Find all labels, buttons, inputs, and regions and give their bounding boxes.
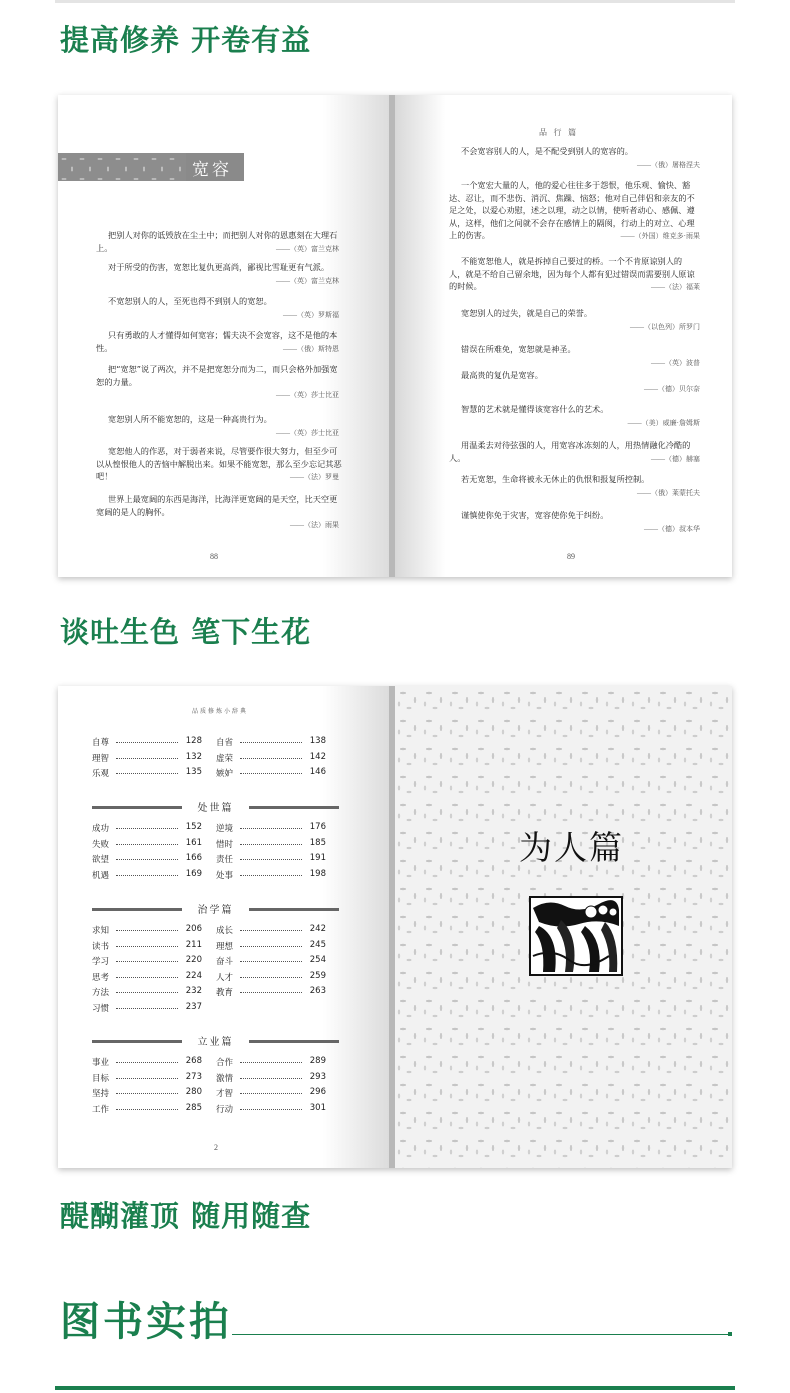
toc-leader — [116, 1008, 178, 1009]
section-title: 立业篇 — [197, 1037, 234, 1048]
toc-entry — [92, 940, 202, 952]
quote-author: ——（德）赫塞 — [651, 454, 700, 463]
toc-label: 坚持 — [92, 1089, 110, 1099]
quote-author: ——（美）威廉·詹姆斯 — [627, 418, 700, 427]
toc-leader — [116, 828, 178, 829]
toc-label: 合作 — [216, 1058, 234, 1068]
toc-page: 301 — [309, 1102, 326, 1113]
page-number: 2 — [214, 1143, 218, 1152]
toc-label: 教育 — [216, 988, 234, 998]
toc-entry — [92, 1072, 202, 1084]
toc-page: 146 — [309, 767, 326, 777]
toc-entry — [92, 736, 202, 748]
toc-page: 224 — [185, 970, 202, 981]
toc-entry — [216, 971, 326, 983]
section-heading-3: 醍醐灌顶 随用随查 — [60, 1199, 312, 1233]
toc-leader — [116, 946, 178, 947]
quote-text: 世界上最宽阔的东西是海洋，比海洋更宽阔的是天空，比天空更宽阔的是人的胸怀。 — [96, 494, 338, 517]
toc-leader — [240, 742, 302, 743]
toc-page: 259 — [309, 970, 326, 981]
toc-entry — [92, 853, 202, 865]
toc-page — [58, 686, 389, 1168]
quote-author: ——（法）罗曼 — [290, 473, 339, 481]
quote-text: 对于所受的伤害，宽恕比复仇更高尚，鄙视比雪耻更有气派。 — [108, 262, 330, 272]
quote-author: ——（外国）维克多·雨果 — [620, 232, 700, 240]
quote-author: ——（法）雨果 — [290, 521, 339, 529]
toc-label: 读书 — [92, 941, 110, 952]
quote-text: 谨慎使你免于灾害，宽容使你免于纠纷。 — [461, 510, 609, 520]
toc-entry — [216, 838, 326, 850]
toc-leader — [240, 773, 302, 774]
toc-page: 152 — [185, 822, 202, 832]
toc-page: 242 — [309, 924, 326, 934]
toc-label: 责任 — [216, 855, 234, 865]
toc-page: 293 — [309, 1071, 326, 1082]
toc-leader — [116, 742, 178, 743]
toc-entry — [92, 986, 202, 998]
toc-label: 行动 — [216, 1104, 234, 1115]
toc-page: 128 — [185, 736, 202, 746]
leaf-pattern-page — [395, 686, 732, 1168]
quote-author: ——（英）富兰克林 — [276, 276, 339, 285]
toc-entry — [216, 1056, 326, 1068]
toc-page: 166 — [185, 853, 202, 863]
toc-page: 176 — [309, 822, 326, 832]
book-spread-1 — [58, 95, 732, 577]
toc-leader — [240, 1093, 302, 1094]
toc-label: 成长 — [216, 926, 234, 936]
quote-author: ——（德）叔本华 — [644, 524, 700, 533]
toc-entry — [216, 1103, 326, 1115]
quote-author: ——（德）贝尔奈 — [644, 384, 700, 393]
toc-page: 198 — [309, 868, 326, 879]
bottom-divider — [55, 1386, 735, 1390]
quote-author: ——（法）福莱 — [651, 283, 700, 291]
toc-leader — [116, 758, 178, 759]
quote-text: 不能宽恕他人，就是拆掉自己要过的桥。一个不肯原谅别人的人，就是不给自己留余地，因为每个人都有犯过错误而需要别人原谅的时候。 — [449, 256, 695, 291]
toc-label: 目标 — [92, 1073, 110, 1084]
toc-page: 132 — [185, 751, 202, 762]
toc-label: 理智 — [92, 753, 110, 764]
quote-author: ——（俄）斯特恩 — [283, 344, 339, 353]
toc-leader — [240, 875, 302, 876]
book-spread-2 — [58, 686, 732, 1168]
toc-entry — [92, 822, 202, 834]
photo-section-title: 图书实拍 — [60, 1298, 232, 1345]
toc-leader — [116, 977, 178, 978]
section-heading-1: 提高修养 开卷有益 — [60, 23, 312, 57]
toc-leader — [240, 946, 302, 947]
toc-label: 虚荣 — [216, 753, 234, 764]
toc-leader — [240, 930, 302, 931]
section-header — [92, 1034, 339, 1048]
toc-label: 逆境 — [216, 824, 234, 834]
toc-page: 220 — [185, 955, 202, 965]
toc-label: 才智 — [216, 1089, 234, 1099]
quote-author: ——（英）莎士比亚 — [276, 428, 339, 437]
quote-author: ——（以色列）所罗门 — [630, 322, 700, 331]
toc-leader — [116, 1093, 178, 1094]
toc-label: 人才 — [216, 972, 234, 983]
toc-label: 成功 — [92, 824, 110, 834]
page-number: 88 — [210, 552, 218, 561]
toc-label: 习惯 — [92, 1003, 110, 1014]
toc-page: 161 — [185, 837, 202, 848]
toc-entry — [92, 971, 202, 983]
section-heading-2: 谈吐生色 笔下生花 — [60, 615, 312, 649]
toc-page: 289 — [309, 1056, 326, 1066]
quote-text: 不会宽容别人的人，是不配受到别人的宽容的。 — [461, 146, 633, 156]
toc-entry — [216, 924, 326, 936]
toc-leader — [240, 1062, 302, 1063]
toc-label: 机遇 — [92, 870, 110, 881]
toc-entry — [216, 986, 326, 998]
toc-entry — [92, 1056, 202, 1068]
toc-page: 138 — [309, 736, 326, 746]
toc-leader — [116, 859, 178, 860]
toc-entry — [216, 853, 326, 865]
part-title: 为人篇 — [519, 828, 624, 867]
toc-entry — [216, 822, 326, 834]
toc-label: 方法 — [92, 988, 110, 998]
toc-label: 理想 — [216, 941, 234, 952]
toc-page: 296 — [309, 1087, 326, 1097]
quote-text: 只有勇敢的人才懂得如何宽容；懦夫决不会宽容，这不是他的本性。 — [96, 330, 338, 353]
toc-leader — [116, 1109, 178, 1110]
toc-page: 206 — [185, 924, 202, 934]
toc-entry — [216, 736, 326, 748]
toc-page: 268 — [185, 1056, 202, 1066]
quote-text: 宽恕别人所不能宽恕的，这是一种高贵行为。 — [108, 414, 272, 424]
toc-page: 273 — [185, 1071, 202, 1082]
toc-entry — [216, 940, 326, 952]
running-head: 品 行 篇 — [539, 128, 579, 137]
toc-label: 乐观 — [92, 769, 110, 779]
toc-entry — [216, 752, 326, 764]
toc-leader — [116, 961, 178, 962]
quote-text: 把“宽恕”说了两次，并不是把宽恕分而为二，而只会格外加强宽恕的力量。 — [96, 364, 338, 387]
toc-leader — [116, 930, 178, 931]
toc-label: 自尊 — [92, 738, 110, 748]
quote-text: 宽恕他人的作恶，对于弱者来说，尽管要作很大努力，但至少可以从惶恨他人的苦恼中解脱出来。如果不能宽恕，那么至少忘记其恶吧！ — [96, 446, 342, 481]
toc-label: 激情 — [216, 1073, 234, 1084]
quote-text: 若无宽恕，生命将被永无休止的仇恨和报复所控制。 — [461, 474, 650, 484]
right-page-89 — [395, 95, 732, 577]
toc-leader — [240, 844, 302, 845]
toc-label: 思考 — [92, 972, 110, 983]
toc-entry — [216, 955, 326, 967]
quote-text: 宽恕别人的过失，就是自己的荣誉。 — [461, 308, 593, 318]
toc-page: 169 — [185, 868, 202, 879]
quote-text: 把别人对你的诋毁放在尘土中；而把别人对你的恩惠刻在大理石上。 — [96, 230, 338, 253]
toc-entry — [92, 869, 202, 881]
quote-text: 错误在所难免，宽恕就是神圣。 — [461, 344, 576, 354]
toc-entry — [216, 869, 326, 881]
toc-leader — [116, 773, 178, 774]
quote-text: 一个宽宏大量的人，他的爱心往往多于怨恨，他乐观、愉快、豁达、忍让，而不悲伤、消沉、焦躁、恼怒；他对自己伴侣和亲友的不足之处，以爱心劝慰，述之以理，动之以情，使听者动心、感佩、遵从，这样，他们之间就不会存在感情上的隔阂，行动上的对立、心理上的伤害。 — [449, 180, 695, 240]
toc-leader — [116, 1062, 178, 1063]
title-underline — [232, 1334, 729, 1335]
running-head: 品质修炼小辞典 — [192, 708, 249, 715]
toc-label: 事业 — [92, 1058, 110, 1068]
toc-label: 奋斗 — [216, 957, 234, 967]
toc-page: 142 — [309, 751, 326, 762]
toc-leader — [240, 1109, 302, 1110]
toc-entry — [92, 1087, 202, 1099]
page-number: 89 — [567, 552, 575, 561]
underline-endpoint — [728, 1332, 732, 1336]
toc-entry — [92, 767, 202, 779]
toc-leader — [240, 828, 302, 829]
toc-leader — [240, 1078, 302, 1079]
quote-author: ——（英）莎士比亚 — [276, 391, 339, 399]
quote-author: ——（英）罗斯福 — [283, 310, 339, 319]
quote-text: 用温柔去对待弦强的人，用宽容冰冻刻的人，用热情融化冷酷的人。 — [449, 440, 691, 463]
toc-label: 惜时 — [216, 839, 234, 850]
woodcut-illustration-icon — [529, 896, 623, 976]
toc-label: 自省 — [216, 738, 234, 748]
toc-page: 285 — [185, 1102, 202, 1113]
toc-label: 欲望 — [92, 855, 110, 865]
toc-entry — [92, 1002, 202, 1014]
toc-label: 失败 — [92, 839, 110, 850]
toc-leader — [116, 992, 178, 993]
toc-entry — [216, 1072, 326, 1084]
toc-entry — [92, 838, 202, 850]
toc-page: 254 — [309, 955, 326, 965]
toc-entry — [92, 924, 202, 936]
left-page-88 — [58, 95, 389, 577]
toc-page: 185 — [309, 837, 326, 848]
toc-label: 求知 — [92, 926, 110, 936]
toc-page: 191 — [309, 853, 326, 863]
quote-text: 智慧的艺术就是懂得该宽容什么的艺术。 — [461, 404, 609, 414]
toc-label: 嫉妒 — [216, 769, 234, 779]
toc-page: 280 — [185, 1087, 202, 1097]
toc-leader — [116, 844, 178, 845]
quote-author: ——（俄）屠格涅夫 — [637, 160, 700, 169]
toc-entry — [92, 752, 202, 764]
toc-page: 245 — [309, 939, 326, 950]
quote-author: ——（俄）莱蒙托夫 — [637, 488, 700, 497]
toc-page: 232 — [185, 986, 202, 996]
toc-label: 工作 — [92, 1104, 110, 1115]
toc-page: 263 — [309, 986, 326, 996]
quote-author: ——（英）波普 — [651, 358, 700, 367]
chapter-title: 宽容 — [192, 160, 232, 180]
section-header — [92, 800, 339, 814]
toc-leader — [240, 992, 302, 993]
toc-label: 学习 — [92, 957, 110, 967]
toc-entry — [216, 1087, 326, 1099]
top-divider — [55, 0, 735, 3]
quote-text: 不宽恕别人的人，至死也得不到别人的宽恕。 — [108, 296, 272, 306]
section-title: 治学篇 — [197, 905, 234, 916]
quote-author: ——（英）富兰克林 — [276, 244, 339, 253]
toc-entry — [92, 955, 202, 967]
toc-label: 处事 — [216, 870, 234, 881]
toc-page: 135 — [185, 767, 202, 777]
toc-leader — [240, 859, 302, 860]
toc-page: 237 — [185, 1001, 202, 1012]
quote-text: 最高贵的复仇是宽容。 — [461, 370, 543, 380]
toc-leader — [240, 758, 302, 759]
section-header — [92, 902, 339, 916]
toc-leader — [116, 875, 178, 876]
toc-leader — [116, 1078, 178, 1079]
section-title: 处世篇 — [197, 803, 234, 814]
toc-leader — [240, 961, 302, 962]
toc-leader — [240, 977, 302, 978]
toc-entry — [216, 767, 326, 779]
toc-page: 211 — [185, 939, 202, 950]
toc-entry — [92, 1103, 202, 1115]
